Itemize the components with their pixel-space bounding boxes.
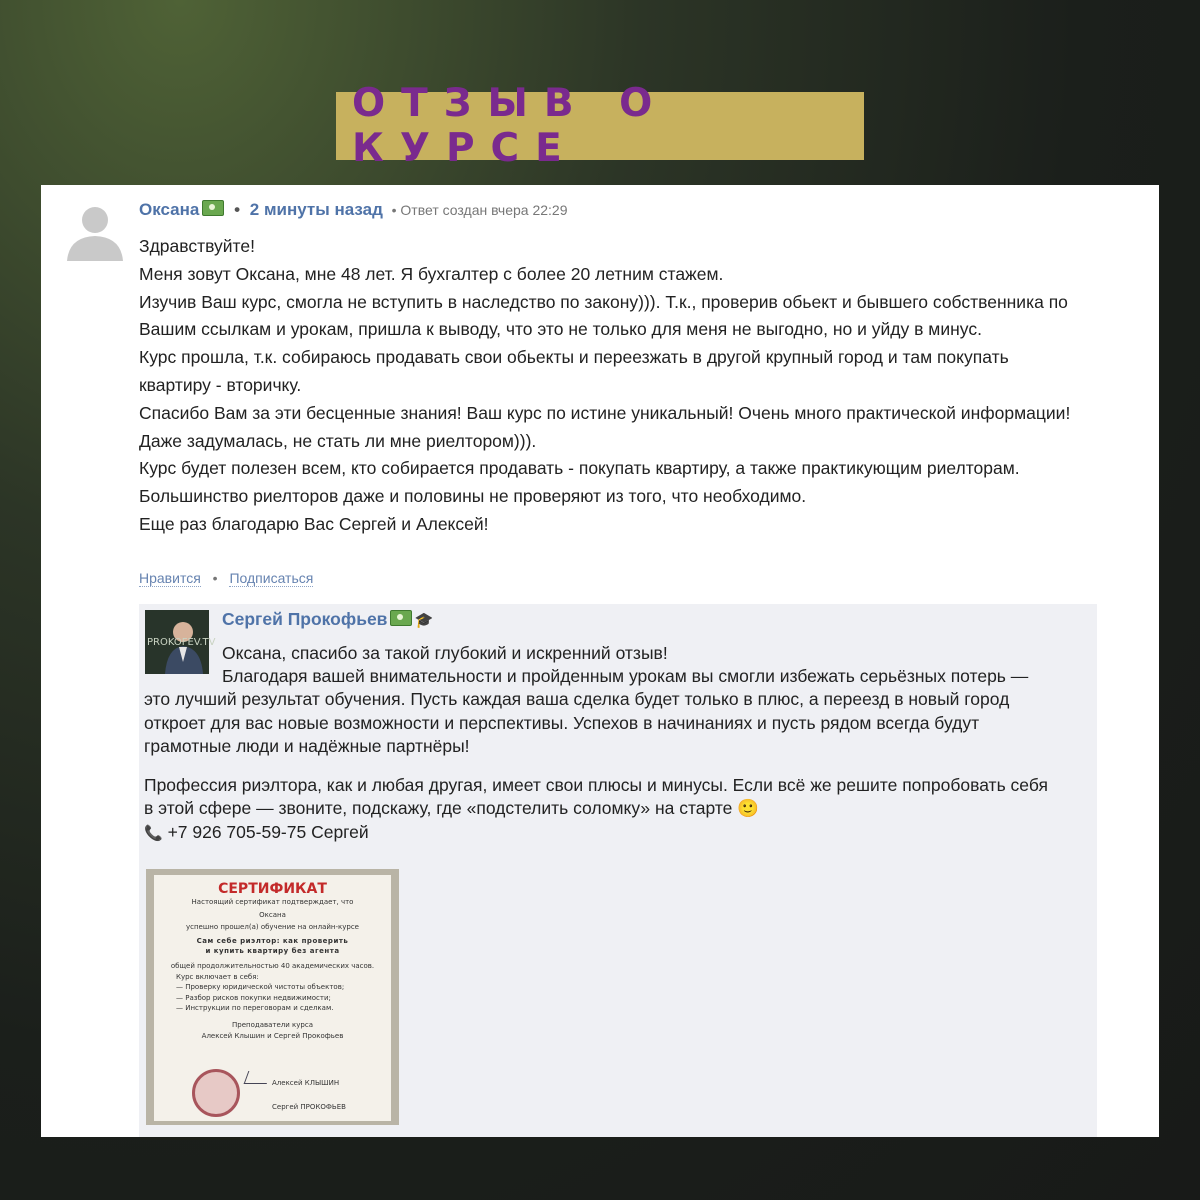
graduation-cap-icon: 🎓 <box>414 612 434 629</box>
reply-author-header <box>222 609 433 630</box>
review-line: Курс будет полезен всем, кто собирается продавать - покупать квартиру, а также практикующим риелторам. <box>139 458 1020 479</box>
reply-line <box>144 758 1048 774</box>
certificate-text: Курс включает в себя: <box>176 972 259 981</box>
reply-line: это лучший результат обучения. Пусть каждая ваша сделка будет только в плюс, а переезд в новый город <box>144 689 1010 710</box>
review-line: Вашим ссылкам и урокам, пришла к выводу, что это не только для меня не выгодно, но и уйду в минус. <box>139 319 982 340</box>
certificate-item: — Инструкции по переговорам и сделкам. <box>176 1004 334 1013</box>
reply-line: Благодаря вашей внимательности и пройденным урокам вы смогли избежать серьёзных потерь — <box>222 666 1029 686</box>
review-meta: • Ответ создан вчера 22:29 <box>391 202 568 218</box>
reply-lead-line: Оксана, спасибо за такой глубокий и искренний отзыв! <box>222 643 668 663</box>
review-line: Спасибо Вам за эти бесценные знания! Ваш курс по истине уникальный! Очень много практической информации! <box>139 402 1071 423</box>
telephone-icon: 📞 <box>144 824 163 842</box>
reply-body <box>144 665 1048 845</box>
review-line: Даже задумалась, не стать ли мне риелтором))). <box>139 430 537 451</box>
banner-title: ОТЗЫВ О КУРСЕ <box>352 81 669 171</box>
certificate-signature: Алексей КЛЫШИН <box>272 1079 340 1087</box>
certificate-course: и купить квартиру без агента <box>205 947 340 956</box>
certificate-signature: Сергей ПРОКОФЬЕВ <box>272 1103 346 1111</box>
certificate-text: успешно прошел(а) обучение на онлайн-курсе <box>185 923 359 932</box>
certificate-recipient: Оксана <box>259 910 286 919</box>
review-line: Меня зовут Оксана, мне 48 лет. Я бухгалтер с более 20 летним стажем. <box>139 263 724 284</box>
banknote-icon <box>202 200 224 216</box>
title-banner <box>336 81 864 171</box>
separator-dot: • <box>234 200 241 219</box>
reply-line: откроет для вас новые возможности и перспективы. Успехов в начинаниях и пусть рядом всегда будут <box>144 712 980 733</box>
certificate-text: общей продолжительностью 40 академических часов. <box>170 961 375 970</box>
reply-line: Профессия риэлтора, как и любая другая, имеет свои плюсы и минусы. Если всё же решите попробовать себя <box>144 775 1048 796</box>
certificate-item: — Проверку юридической чистоты объектов; <box>176 983 345 992</box>
review-created-text: Ответ создан вчера 22:29 <box>400 202 568 218</box>
review-time-link[interactable]: 2 минуты назад <box>249 200 383 219</box>
review-author-link[interactable]: Оксана <box>139 200 200 219</box>
review-line: Здравствуйте! <box>139 236 255 256</box>
banknote-icon <box>390 610 412 626</box>
certificate-course: Сам себе риэлтор: как проверить <box>196 936 349 945</box>
reply-phone[interactable]: +7 926 705-59-75 Сергей <box>167 821 369 842</box>
review-line: Изучив Ваш курс, смогла не вступить в наследство по закону))). Т.к., проверив обьект и бывшего собственника по <box>139 291 1068 312</box>
reply-line: в этой сфере — звоните, подскажу, где «подстелить соломку» на старте 🙂 <box>144 798 760 819</box>
certificate-text: Настоящий сертификат подтверждает, что <box>191 898 354 906</box>
review-body <box>139 233 1139 539</box>
review-card <box>41 185 1159 1137</box>
author-reply <box>139 604 1097 1137</box>
review-line: Большинство риелторов даже и половины не проверяют из того, что необходимо. <box>139 486 807 507</box>
certificate-title: СЕРТИФИКАТ <box>218 881 327 897</box>
subscribe-link[interactable]: Подписаться <box>229 570 314 586</box>
photo-watermark: PROKOFEV.TV <box>147 637 216 648</box>
reply-author-link[interactable]: Сергей Прокофьев <box>222 609 388 629</box>
reply-line: грамотные люди и надёжные партнёры! <box>144 735 470 756</box>
certificate-teachers: Алексей Клышин и Сергей Прокофьев <box>201 1031 344 1040</box>
seal-stamp-icon <box>192 1069 240 1117</box>
certificate-includes <box>154 972 391 1014</box>
review-line: квартиру - вторичку. <box>139 374 302 395</box>
like-link[interactable]: Нравится <box>139 570 201 586</box>
reply-phone-line <box>144 821 1048 845</box>
signature-icon <box>244 1071 272 1084</box>
default-user-avatar-icon <box>65 201 125 261</box>
certificate-document <box>154 875 391 1121</box>
separator-dot: • <box>212 570 218 586</box>
review-line: Курс прошла, т.к. собираюсь продавать свои обьекты и переезжать в другой крупный город и там покупать <box>139 347 1009 368</box>
review-actions <box>139 570 313 586</box>
certificate-item: — Разбор рисков покупки недвижимости; <box>176 993 331 1002</box>
certificate-image[interactable] <box>146 869 399 1125</box>
review-line: Еще раз благодарю Вас Сергей и Алексей! <box>139 513 489 534</box>
review-header <box>139 200 568 220</box>
certificate-text: Преподаватели курса <box>231 1020 313 1029</box>
